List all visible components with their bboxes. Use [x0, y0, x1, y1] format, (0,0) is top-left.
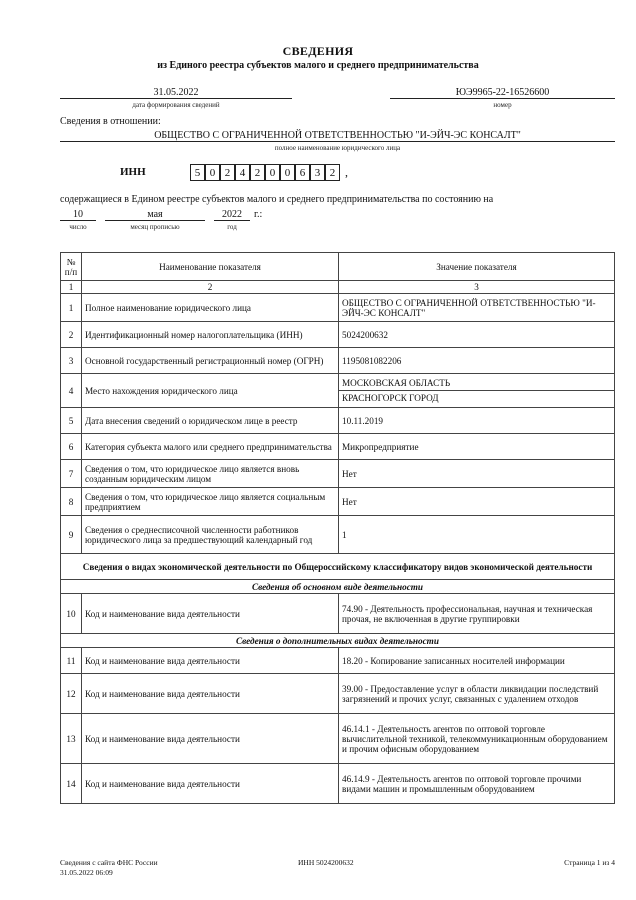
row-num: 6 — [61, 434, 82, 460]
address-region: МОСКОВСКАЯ ОБЛАСТЬ — [339, 376, 614, 391]
row-value: 46.14.9 - Деятельность агентов по оптовой торговле прочими видами машин и промышленным оборудованием — [339, 764, 615, 804]
formation-date: 31.05.2022 — [60, 87, 292, 99]
date-day: 10 — [60, 209, 96, 221]
document-title: СВЕДЕНИЯ — [282, 44, 354, 58]
table-row — [61, 294, 615, 322]
row-num: 8 — [61, 488, 82, 516]
header-name: Наименование показателя — [82, 253, 339, 281]
row-num: 2 — [61, 322, 82, 348]
table-row — [61, 374, 615, 408]
row-num: 9 — [61, 516, 82, 554]
row-num: 3 — [61, 348, 82, 374]
row-name: Сведения о том, что юридическое лицо является вновь созданным юридическим лицом — [82, 460, 339, 488]
row-value: 1195081082206 — [339, 348, 615, 374]
row-value: Микропредприятие — [339, 434, 615, 460]
table-row — [61, 648, 615, 674]
inn-digit-box: 2 — [250, 164, 265, 181]
month-caption: месяц прописью — [130, 223, 180, 231]
row-value: ОБЩЕСТВО С ОГРАНИЧЕННОЙ ОТВЕТСТВЕННОСТЬЮ "И-ЭЙЧ-ЭС КОНСАЛТ" — [339, 294, 615, 322]
day-caption: число — [69, 223, 87, 231]
footer-inn: ИНН 5024200632 — [298, 858, 354, 867]
row-value: 74.90 - Деятельность профессиональная, научная и техническая прочая, не включенная в другие группировки — [339, 594, 615, 634]
inn-digit-box: 3 — [310, 164, 325, 181]
subsection-row — [61, 634, 615, 648]
row-num: 7 — [61, 460, 82, 488]
inn-digit-box: 5 — [190, 164, 205, 181]
org-name-caption: полное наименование юридического лица — [274, 144, 401, 152]
index-name: 2 — [82, 281, 339, 294]
main-activity-subsection: Сведения об основном виде деятельности — [61, 580, 615, 594]
org-full-name: ОБЩЕСТВО С ОГРАНИЧЕННОЙ ОТВЕТСТВЕННОСТЬЮ "И-ЭЙЧ-ЭС КОНСАЛТ" — [60, 130, 615, 142]
row-num: 4 — [61, 374, 82, 408]
index-row — [61, 281, 615, 294]
row-name: Дата внесения сведений о юридическом лице в реестр — [82, 408, 339, 434]
inn-digit-box: 4 — [235, 164, 250, 181]
row-num: 10 — [61, 594, 82, 634]
row-num: 5 — [61, 408, 82, 434]
subsection-row — [61, 580, 615, 594]
row-num: 13 — [61, 714, 82, 764]
row-value: 39.00 - Предоставление услуг в области ликвидации последствий загрязнений и прочих услуг, связанных с удалением отходов — [339, 674, 615, 714]
table-row — [61, 322, 615, 348]
table-row — [61, 460, 615, 488]
contained-text: содержащиеся в Едином реестре субъектов малого и среднего предпринимательства по состоянию на — [60, 194, 494, 205]
row-name: Идентификационный номер налогоплательщика (ИНН) — [82, 322, 339, 348]
header-value: Значение показателя — [339, 253, 615, 281]
row-value: 1 — [339, 516, 615, 554]
document-number-caption: номер — [493, 101, 512, 109]
row-name: Код и наименование вида деятельности — [82, 714, 339, 764]
formation-date-caption: дата формирования сведений — [132, 101, 220, 109]
additional-activity-subsection: Сведения о дополнительных видах деятельности — [61, 634, 615, 648]
footer-source: Сведения с сайта ФНС России — [60, 858, 158, 867]
row-value: Нет — [339, 488, 615, 516]
table-row — [61, 434, 615, 460]
table-row — [61, 594, 615, 634]
row-value: Нет — [339, 460, 615, 488]
inn-digit-box: 6 — [295, 164, 310, 181]
inn-label: ИНН — [120, 166, 146, 178]
row-value: 46.14.1 - Деятельность агентов по оптовой торговле вычислительной техникой, телекоммуникационным оборудованием и прочим офисным оборудованием — [339, 714, 615, 764]
year-suffix: г.: — [254, 209, 263, 220]
footer-page: Страница 1 из 4 — [564, 858, 615, 867]
row-name: Код и наименование вида деятельности — [82, 764, 339, 804]
table-row — [61, 488, 615, 516]
address-city: КРАСНОГОРСК ГОРОД — [342, 393, 439, 403]
row-name: Основной государственный регистрационный номер (ОГРН) — [82, 348, 339, 374]
inn-comma: , — [345, 165, 348, 179]
row-name: Категория субъекта малого или среднего предпринимательства — [82, 434, 339, 460]
table-header-row — [61, 253, 615, 281]
row-name: Сведения о том, что юридическое лицо является социальным предприятием — [82, 488, 339, 516]
index-num: 1 — [61, 281, 82, 294]
date-year: 2022 — [214, 209, 250, 221]
row-value: 18.20 - Копирование записанных носителей информации — [339, 648, 615, 674]
row-value — [339, 374, 615, 408]
row-name: Код и наименование вида деятельности — [82, 594, 339, 634]
inn-digit-box: 0 — [205, 164, 220, 181]
row-value: 5024200632 — [339, 322, 615, 348]
row-name: Полное наименование юридического лица — [82, 294, 339, 322]
document-subtitle: из Единого реестра субъектов малого и среднего предпринимательства — [157, 60, 479, 71]
inn-digit-box: 0 — [280, 164, 295, 181]
okved-section-title: Сведения о видах экономической деятельности по Общероссийскому классификатору видов экономической деятельности — [61, 554, 615, 580]
inn-digit-box: 2 — [325, 164, 340, 181]
table-row — [61, 408, 615, 434]
footer-timestamp: 31.05.2022 06:09 — [60, 868, 113, 877]
section-row — [61, 554, 615, 580]
row-num: 11 — [61, 648, 82, 674]
table-row — [61, 764, 615, 804]
inn-digit-box: 2 — [220, 164, 235, 181]
index-value: 3 — [339, 281, 615, 294]
row-name: Место нахождения юридического лица — [82, 374, 339, 408]
row-num: 12 — [61, 674, 82, 714]
table-row — [61, 674, 615, 714]
row-value: 10.11.2019 — [339, 408, 615, 434]
regarding-label: Сведения в отношении: — [60, 116, 161, 127]
date-month: мая — [105, 209, 205, 221]
row-num: 14 — [61, 764, 82, 804]
table-row — [61, 348, 615, 374]
document-number: ЮЭ9965-22-16526600 — [390, 87, 615, 99]
inn-digit-box: 0 — [265, 164, 280, 181]
registry-table — [60, 252, 615, 804]
year-caption: год — [227, 223, 237, 231]
row-name: Код и наименование вида деятельности — [82, 674, 339, 714]
row-name: Код и наименование вида деятельности — [82, 648, 339, 674]
row-name: Сведения о среднесписочной численности работников юридического лица за предшествующий календарный год — [82, 516, 339, 554]
table-row — [61, 714, 615, 764]
header-num: № п/п — [61, 253, 82, 281]
row-num: 1 — [61, 294, 82, 322]
table-row — [61, 516, 615, 554]
